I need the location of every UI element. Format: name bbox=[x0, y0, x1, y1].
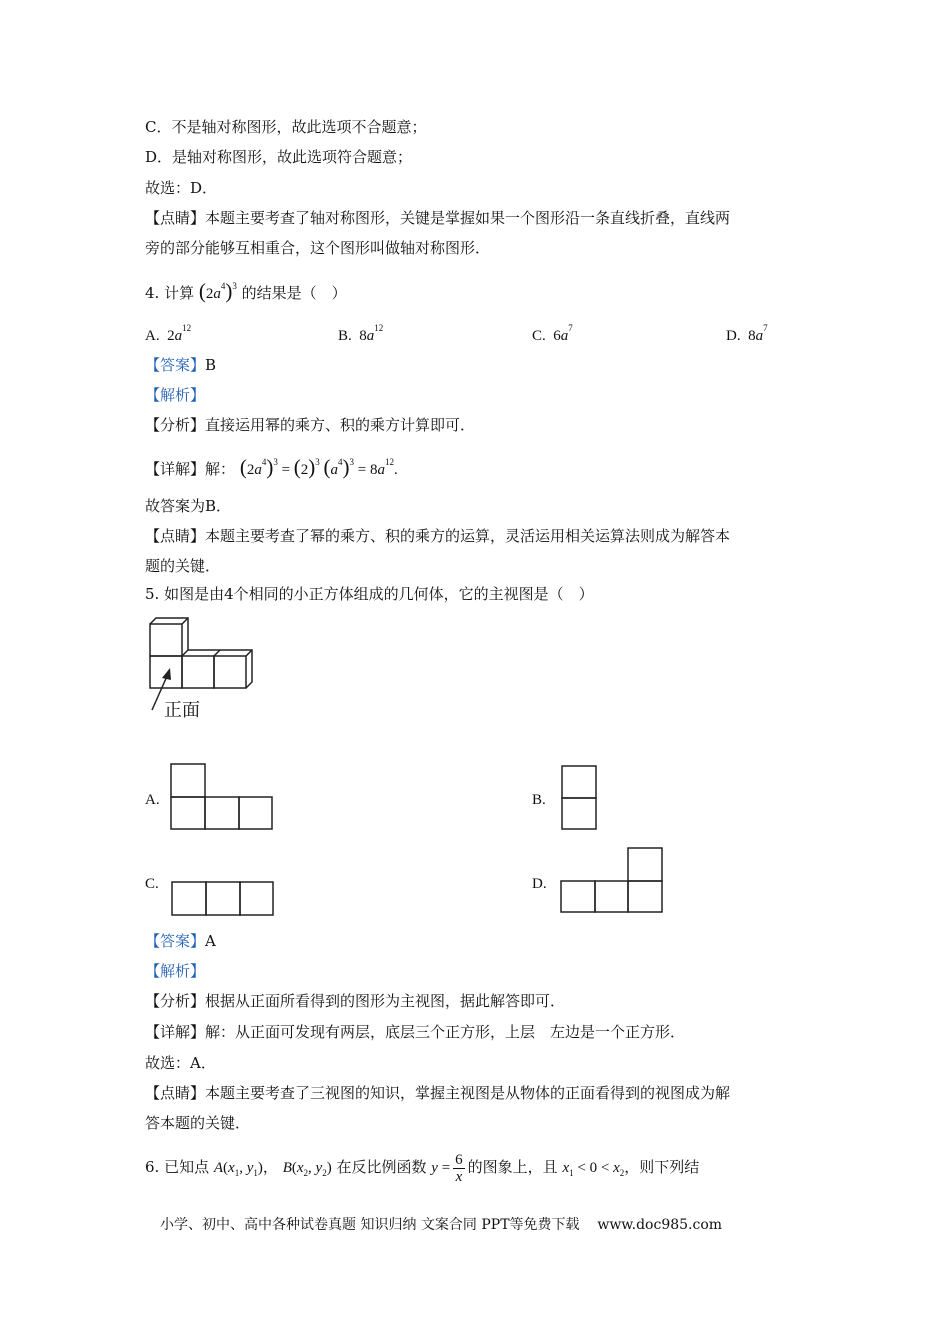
footer-url[interactable]: www.doc985.com bbox=[597, 1217, 723, 1233]
q4-option-a[interactable]: A. $2a^{12}$ bbox=[145, 323, 192, 344]
dianjing-q3-line1 bbox=[145, 208, 730, 228]
q4-option-b[interactable]: B. $8a^{12}$ bbox=[338, 323, 384, 344]
q4-expression: $(2a^4)^3$ bbox=[198, 279, 237, 303]
q4-dianjing-line2: 题的关键． bbox=[145, 557, 221, 575]
q4-fenxi: 【分析】直接运用幂的乘方、积的乘方计算即可． bbox=[145, 416, 476, 434]
conclusion-d: 故选：D． bbox=[145, 179, 218, 197]
point-a: $A(x_1$, $y_1$) bbox=[213, 1160, 263, 1178]
q4-derivation: $(2a^4)^3 = (2)^3$ $(a^4)^3 = 8a^{12}$. bbox=[239, 455, 398, 479]
q5-option-b-figure[interactable] bbox=[561, 765, 599, 831]
q5-analysis-tag: 【解析】 bbox=[145, 962, 206, 980]
q4-option-d[interactable]: D. $8a^7$ bbox=[726, 323, 768, 344]
q5-xiangjie: 【详解】解：从正面可发现有两层，底层三个正方形，上层 左边是一个正方形． bbox=[145, 1023, 686, 1041]
option-c-explanation: C．不是轴对称图形，故此选项不合题意； bbox=[145, 118, 427, 136]
q5-fenxi: 【分析】根据从正面所看得到的图形为主视图，据此解答即可． bbox=[145, 992, 566, 1010]
q4-suffix: 的结果是（ ） bbox=[241, 284, 347, 302]
q5-dianjing-line1: 【点睛】本题主要考查了三视图的知识，掌握主视图是从物体的正面看得到的视图成为解 bbox=[145, 1084, 731, 1102]
q4-prefix: 4. 计算 bbox=[145, 284, 195, 302]
q6-inequality: $x_1 < 0 < x_2$ bbox=[562, 1160, 625, 1178]
q5-solid-figure bbox=[140, 612, 270, 727]
q5-option-a-label[interactable]: A. bbox=[145, 792, 160, 808]
q4-xiangjie: 【详解】解： $(2a^4)^3 = (2)^3$ $(a^4)^3 = 8a^{12}$. bbox=[145, 455, 398, 479]
q5-option-b-label[interactable]: B. bbox=[532, 792, 546, 808]
q5-option-c-figure[interactable] bbox=[171, 881, 275, 917]
q4-conclusion: 故答案为B． bbox=[145, 497, 232, 515]
q5-option-a-figure[interactable] bbox=[170, 763, 274, 831]
dianjing-text: 本题主要考查了轴对称图形，关键是掌握如果一个图形沿一条直线折叠，直线两 bbox=[205, 209, 731, 227]
front-label: 正面 bbox=[164, 700, 200, 721]
q5-conclusion: 故选：A． bbox=[145, 1054, 216, 1072]
q5-option-c-label[interactable]: C. bbox=[145, 876, 159, 892]
q6-fraction: $\frac{6}{x}$ bbox=[455, 1151, 463, 1185]
dianjing-q3-line2: 旁的部分能够互相重合，这个图形叫做轴对称图形． bbox=[145, 239, 491, 257]
option-d-explanation: D．是轴对称图形，故此选项符合题意； bbox=[145, 148, 413, 166]
q5-stem: 5. 如图是由4个相同的小正方体组成的几何体，它的主视图是（ ） bbox=[145, 585, 594, 603]
q6-stem: 6. 已知点 $A(x_1$, $y_1$)， $B(x_2$, $y_2$) 在反比例函数 y = $\frac{6}{x}$ 的图象上，且 $x_1 < 0 < x_2$，则下列结 bbox=[145, 1151, 700, 1185]
q4-stem bbox=[145, 276, 347, 304]
q5-option-d-figure[interactable] bbox=[560, 847, 664, 915]
footer bbox=[160, 1214, 722, 1234]
q5-option-d-label[interactable]: D. bbox=[532, 876, 547, 892]
q4-dianjing-line1: 【点睛】本题主要考查了幂的乘方、积的乘方的运算，灵活运用相关运算法则成为解答本 bbox=[145, 527, 731, 545]
point-b: $B(x_2$, $y_2$) bbox=[282, 1160, 332, 1178]
q5-answer: 【答案】A bbox=[145, 932, 216, 950]
q4-analysis-tag: 【解析】 bbox=[145, 386, 206, 404]
q5-dianjing-line2: 答本题的关键． bbox=[145, 1114, 251, 1132]
footer-text: 小学、初中、高中各种试卷真题 知识归纳 文案合同 PPT等免费下载 bbox=[160, 1217, 580, 1233]
q4-answer: 【答案】B bbox=[145, 356, 217, 374]
q4-option-c[interactable]: C. $6a^7$ bbox=[532, 323, 573, 344]
dianjing-tag: 【点睛】 bbox=[145, 209, 206, 227]
